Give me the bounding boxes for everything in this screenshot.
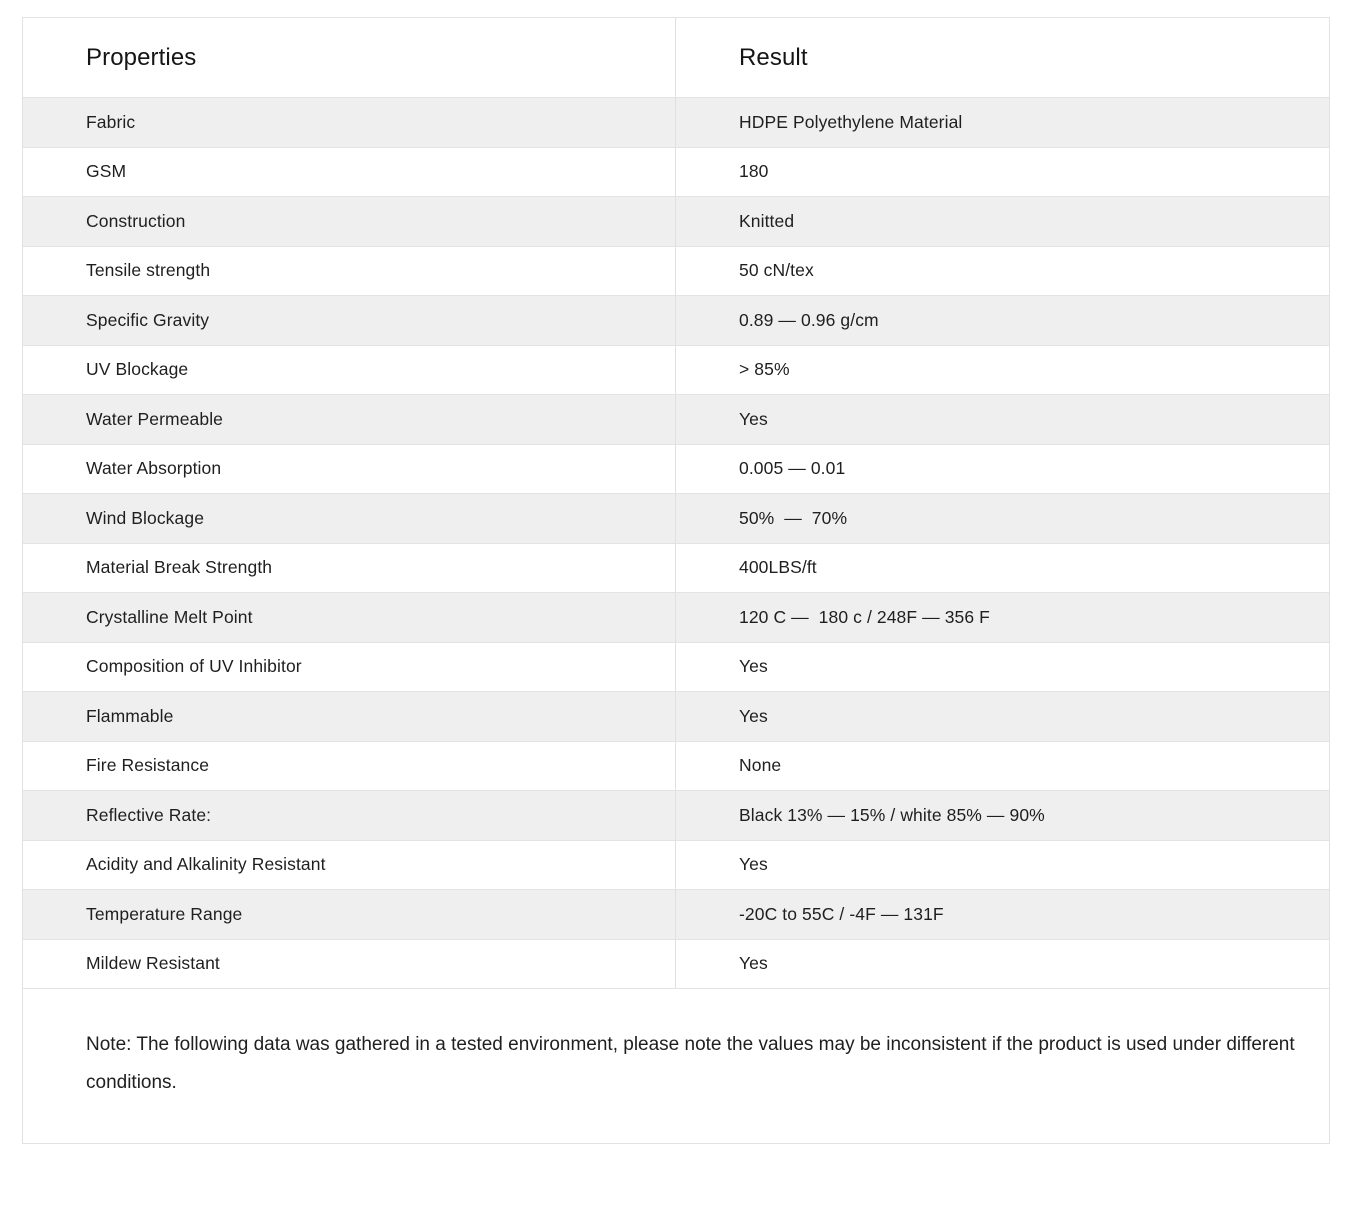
table-row: [23, 247, 1329, 297]
result-cell: 0.005 — 0.01: [675, 445, 1329, 494]
column-header-result: Result: [675, 18, 1329, 97]
property-cell: Acidity and Alkalinity Resistant: [86, 854, 326, 875]
table-row: [23, 98, 1329, 148]
property-cell: UV Blockage: [86, 359, 189, 380]
property-cell: Temperature Range: [86, 903, 243, 924]
result-cell: Knitted: [675, 197, 1329, 246]
result-cell: 50% — 70%: [675, 494, 1329, 543]
result-cell: 400LBS/ft: [675, 544, 1329, 593]
property-cell: Fire Resistance: [86, 755, 210, 776]
result-cell: -20C to 55C / -4F — 131F: [675, 890, 1329, 939]
property-cell: Material Break Strength: [86, 557, 273, 578]
table-row: [23, 395, 1329, 445]
property-cell: Tensile strength: [86, 260, 211, 281]
property-cell: Reflective Rate:: [86, 804, 212, 825]
note-text: Note: The following data was gathered in a tested environment, please note the values may be inconsistent if the product is used under different conditions.: [86, 1034, 1295, 1093]
table-row: [23, 148, 1329, 198]
table-row: [23, 593, 1329, 643]
result-cell: None: [675, 742, 1329, 791]
table-row: [23, 197, 1329, 247]
result-cell: > 85%: [675, 346, 1329, 395]
result-cell: Yes: [675, 643, 1329, 692]
table-row: [23, 346, 1329, 396]
property-cell: Water Absorption: [86, 458, 222, 479]
table-row: [23, 791, 1329, 841]
property-cell: GSM: [86, 161, 127, 182]
table-row: [23, 940, 1329, 990]
spec-table-card: [22, 17, 1330, 1144]
column-header-properties: Properties: [86, 43, 197, 71]
table-row: [23, 742, 1329, 792]
table-row: [23, 643, 1329, 693]
table-row: [23, 841, 1329, 891]
table-row: [23, 692, 1329, 742]
result-cell: Yes: [675, 940, 1329, 989]
property-cell: Crystalline Melt Point: [86, 606, 253, 627]
table-row: [23, 445, 1329, 495]
table-row: [23, 544, 1329, 594]
result-cell: 50 cN/tex: [675, 247, 1329, 296]
property-cell: Water Permeable: [86, 408, 224, 429]
result-cell: Yes: [675, 395, 1329, 444]
table-header-row: [23, 18, 1329, 98]
property-cell: Mildew Resistant: [86, 953, 220, 974]
property-cell: Composition of UV Inhibitor: [86, 656, 302, 677]
note-section: [23, 989, 1329, 1143]
property-cell: Specific Gravity: [86, 309, 210, 330]
property-cell: Fabric: [86, 111, 136, 132]
page: [0, 17, 1352, 1217]
property-cell: Flammable: [86, 705, 174, 726]
table-row: [23, 296, 1329, 346]
result-cell: Yes: [675, 692, 1329, 741]
table-row: [23, 494, 1329, 544]
result-cell: Yes: [675, 841, 1329, 890]
result-cell: Black 13% — 15% / white 85% — 90%: [675, 791, 1329, 840]
property-cell: Construction: [86, 210, 186, 231]
result-cell: HDPE Polyethylene Material: [675, 98, 1329, 147]
result-cell: 0.89 — 0.96 g/cm: [675, 296, 1329, 345]
result-cell: 120 C — 180 c / 248F — 356 F: [675, 593, 1329, 642]
result-cell: 180: [675, 148, 1329, 197]
property-cell: Wind Blockage: [86, 507, 205, 528]
table-row: [23, 890, 1329, 940]
